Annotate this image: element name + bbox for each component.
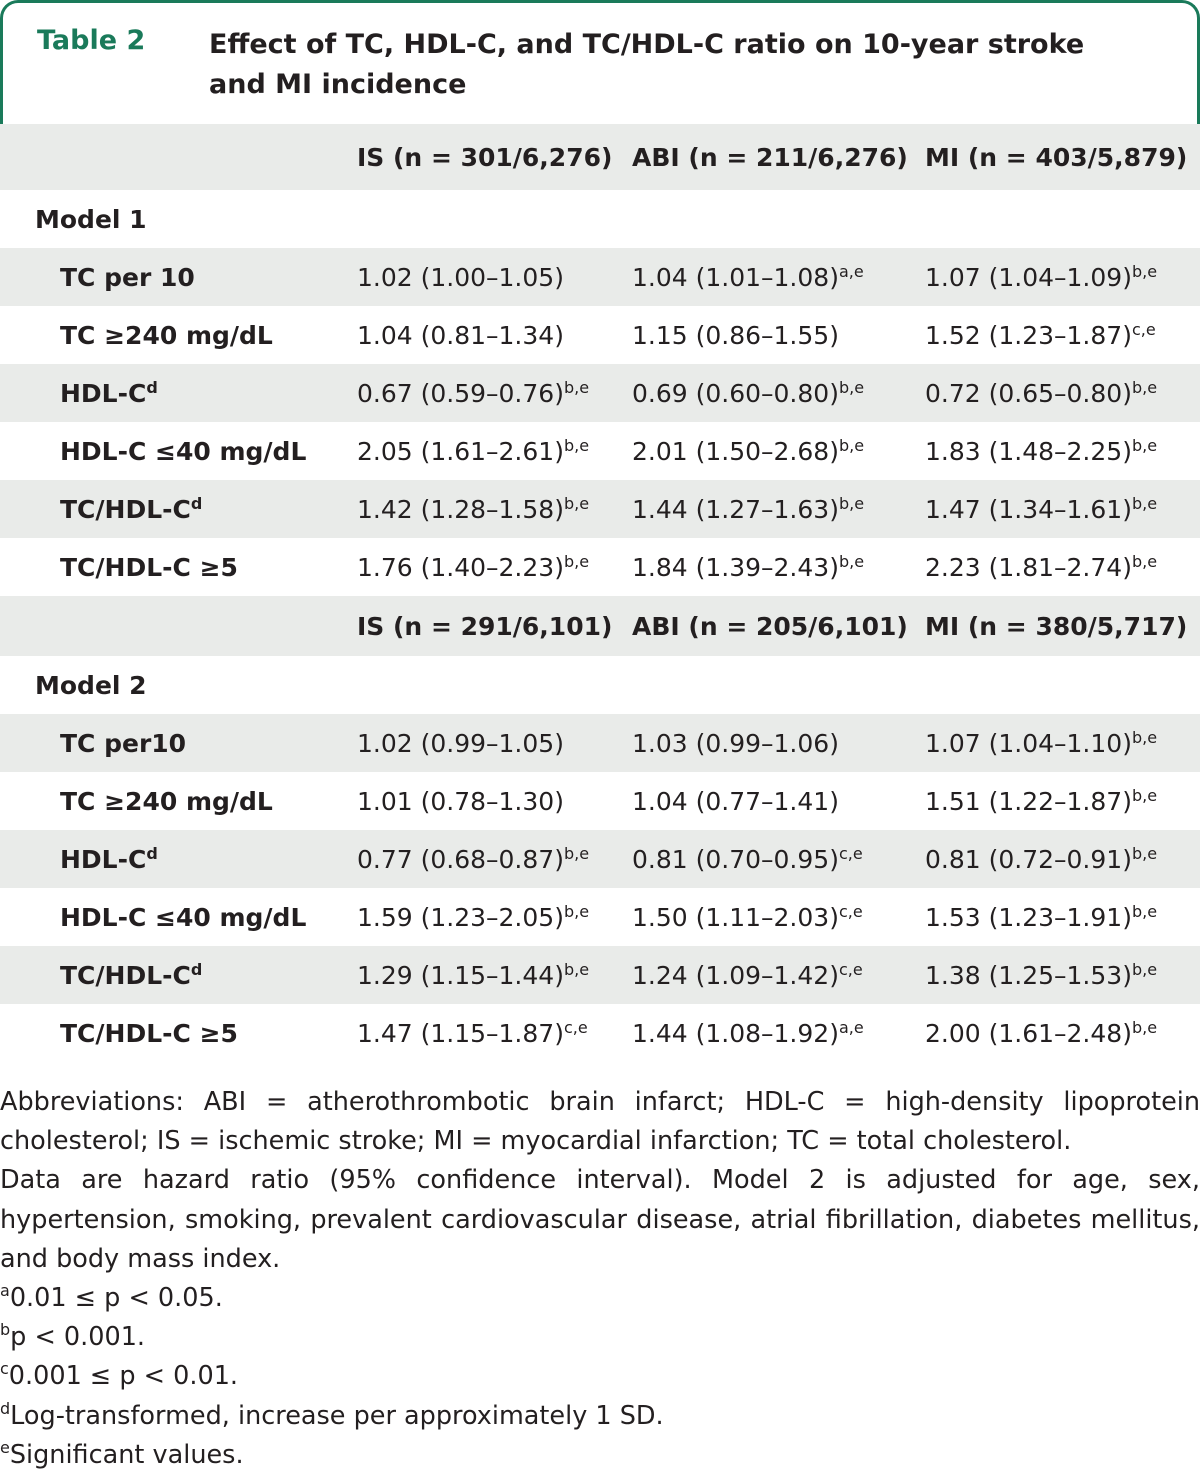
mi-value-footnote-mark: b,e — [1131, 493, 1158, 513]
abi-value-cell — [632, 946, 925, 1004]
row-label-cell — [0, 364, 357, 422]
mi-value-footnote-mark: c,e — [1131, 319, 1156, 339]
model-row — [0, 656, 1200, 714]
row-label-cell — [0, 306, 357, 364]
row-label-cell — [0, 830, 357, 888]
mi-value-footnote-mark: b,e — [1131, 551, 1158, 571]
row-label: TC/HDL-C ≥5 — [60, 552, 238, 582]
column-header: MI (n = 380/5,717) — [925, 596, 1200, 656]
abi-value: 2.01 (1.50–2.68) — [632, 436, 839, 466]
is-value-cell — [357, 772, 632, 830]
is-value-cell — [357, 480, 632, 538]
table-notes — [0, 1083, 1200, 1475]
is-value: 1.47 (1.15–1.87) — [357, 1018, 564, 1048]
mi-value: 1.83 (1.48–2.25) — [925, 436, 1132, 466]
row-label-cell — [0, 946, 357, 1004]
abi-value-cell — [632, 714, 925, 772]
empty-cell — [632, 656, 925, 714]
footnote-text: Log-transformed, increase per approximately 1 SD. — [10, 1400, 664, 1431]
footnote-text: 0.01 ≤ p < 0.05. — [9, 1283, 223, 1314]
column-header: ABI (n = 205/6,101) — [632, 596, 925, 656]
abi-value-footnote-mark: c,e — [838, 959, 863, 979]
row-label-footnote-mark: d — [146, 377, 158, 397]
empty-cell — [925, 190, 1200, 248]
abi-value-cell — [632, 772, 925, 830]
row-label-cell — [0, 772, 357, 830]
abi-value-cell — [632, 1004, 925, 1062]
table-row — [0, 422, 1200, 480]
abi-value: 0.69 (0.60–0.80) — [632, 378, 839, 408]
mi-value-footnote-mark: b,e — [1131, 959, 1158, 979]
abi-value-footnote-mark: a,e — [838, 1017, 864, 1037]
row-label-cell — [0, 422, 357, 480]
table-row — [0, 364, 1200, 422]
abi-value-footnote-mark: b,e — [838, 377, 865, 397]
footnote — [0, 1318, 1200, 1357]
mi-value: 1.47 (1.34–1.61) — [925, 494, 1132, 524]
is-value: 2.05 (1.61–2.61) — [357, 436, 564, 466]
mi-value: 0.72 (0.65–0.80) — [925, 378, 1132, 408]
abi-value-cell — [632, 306, 925, 364]
table-label: Table 2 — [37, 25, 146, 56]
results-table-body — [0, 124, 1200, 1062]
mi-value: 1.38 (1.25–1.53) — [925, 960, 1132, 990]
is-value: 0.67 (0.59–0.76) — [357, 378, 564, 408]
abi-value-cell — [632, 830, 925, 888]
model-name: Model 2 — [0, 656, 357, 714]
table-row — [0, 830, 1200, 888]
footnote-text: p < 0.001. — [10, 1322, 146, 1353]
mi-value-cell — [925, 714, 1200, 772]
footnote-mark: d — [0, 1398, 11, 1418]
abi-value: 1.04 (1.01–1.08) — [632, 262, 839, 292]
abi-value-cell — [632, 364, 925, 422]
is-value: 1.59 (1.23–2.05) — [357, 902, 564, 932]
is-value-cell — [357, 946, 632, 1004]
row-label-cell — [0, 888, 357, 946]
is-value-footnote-mark: b,e — [563, 843, 590, 863]
abi-value-footnote-mark: b,e — [838, 551, 865, 571]
column-header-row — [0, 596, 1200, 656]
mi-value-cell — [925, 306, 1200, 364]
mi-value: 1.52 (1.23–1.87) — [925, 320, 1132, 350]
mi-value-cell — [925, 772, 1200, 830]
abi-value-cell — [632, 480, 925, 538]
abi-value: 1.44 (1.27–1.63) — [632, 494, 839, 524]
footnote-mark: b — [0, 1320, 11, 1340]
footnote-text: 0.001 ≤ p < 0.01. — [8, 1361, 239, 1392]
row-label: TC per10 — [60, 728, 187, 758]
footnote-mark: a — [0, 1281, 10, 1301]
mi-value-cell — [925, 538, 1200, 596]
mi-value-cell — [925, 480, 1200, 538]
table-row — [0, 888, 1200, 946]
is-value-cell — [357, 830, 632, 888]
abi-value: 0.81 (0.70–0.95) — [632, 844, 839, 874]
mi-value-footnote-mark: b,e — [1131, 261, 1158, 281]
row-label-footnote-mark: d — [190, 493, 203, 513]
mi-value-cell — [925, 888, 1200, 946]
empty-cell — [357, 656, 632, 714]
is-value: 1.04 (0.81–1.34) — [357, 320, 564, 350]
mi-value-cell — [925, 364, 1200, 422]
is-value-footnote-mark: b,e — [563, 959, 590, 979]
table-title: Effect of TC, HDL-C, and TC/HDL-C ratio on 10-year stroke and MI incidence — [209, 29, 1085, 100]
is-value-footnote-mark: b,e — [563, 377, 590, 397]
is-value: 1.02 (1.00–1.05) — [357, 262, 564, 292]
is-value-cell — [357, 1004, 632, 1062]
is-value: 0.77 (0.68–0.87) — [357, 844, 564, 874]
footnote-text: Significant values. — [9, 1439, 244, 1470]
row-label-cell — [0, 480, 357, 538]
mi-value-footnote-mark: b,e — [1131, 435, 1158, 455]
data-note: Data are hazard ratio (95% confidence interval). Model 2 is adjusted for age, sex, hypertension, smoking, prevalent cardiovascular disease, atrial fibrillation, diabetes mellitus, and body mass index. — [0, 1165, 1200, 1274]
row-label: HDL-C — [60, 844, 147, 874]
abi-value: 1.15 (0.86–1.55) — [632, 320, 839, 350]
row-label: HDL-C ≤40 mg/dL — [60, 436, 307, 466]
abi-value-cell — [632, 422, 925, 480]
is-value-footnote-mark: b,e — [563, 551, 590, 571]
is-value-cell — [357, 248, 632, 306]
footnote — [0, 1436, 1200, 1475]
row-label: TC/HDL-C — [60, 494, 191, 524]
abi-value-footnote-mark: c,e — [838, 843, 863, 863]
is-value-cell — [357, 714, 632, 772]
row-label: TC ≥240 mg/dL — [60, 320, 273, 350]
abi-value: 1.03 (0.99–1.06) — [632, 728, 839, 758]
abi-value: 1.44 (1.08–1.92) — [632, 1018, 839, 1048]
footnote-mark: c — [0, 1359, 9, 1379]
is-value-cell — [357, 422, 632, 480]
table-header — [0, 0, 1200, 124]
mi-value-cell — [925, 830, 1200, 888]
is-value: 1.42 (1.28–1.58) — [357, 494, 564, 524]
mi-value-footnote-mark: b,e — [1131, 843, 1158, 863]
abi-value-cell — [632, 888, 925, 946]
column-header: MI (n = 403/5,879) — [925, 124, 1200, 190]
mi-value-cell — [925, 248, 1200, 306]
is-value-cell — [357, 306, 632, 364]
mi-value-footnote-mark: b,e — [1131, 785, 1158, 805]
row-label-footnote-mark: d — [146, 843, 158, 863]
row-label: HDL-C ≤40 mg/dL — [60, 902, 307, 932]
row-label-cell — [0, 1004, 357, 1062]
abi-value-cell — [632, 248, 925, 306]
row-label: TC per 10 — [60, 262, 195, 292]
footnote-mark: e — [0, 1437, 10, 1457]
column-header-row — [0, 124, 1200, 190]
table-row — [0, 946, 1200, 1004]
table-row — [0, 714, 1200, 772]
abi-value-cell — [632, 538, 925, 596]
mi-value-footnote-mark: b,e — [1131, 901, 1158, 921]
model-name: Model 1 — [0, 190, 357, 248]
row-label: HDL-C — [60, 378, 147, 408]
abi-value-footnote-mark: b,e — [838, 493, 865, 513]
empty-cell — [925, 656, 1200, 714]
row-label: TC/HDL-C — [60, 960, 191, 990]
column-header: IS (n = 291/6,101) — [357, 596, 632, 656]
is-value: 1.29 (1.15–1.44) — [357, 960, 564, 990]
mi-value: 0.81 (0.72–0.91) — [925, 844, 1132, 874]
is-value: 1.02 (0.99–1.05) — [357, 728, 564, 758]
abi-value: 1.84 (1.39–2.43) — [632, 552, 839, 582]
header-blank-cell — [0, 596, 357, 656]
mi-value: 1.51 (1.22–1.87) — [925, 786, 1132, 816]
table-row — [0, 772, 1200, 830]
abi-value-footnote-mark: c,e — [838, 901, 863, 921]
row-label-cell — [0, 538, 357, 596]
table-row — [0, 248, 1200, 306]
abi-value: 1.50 (1.11–2.03) — [632, 902, 839, 932]
header-blank-cell — [0, 124, 357, 190]
table-row — [0, 480, 1200, 538]
footnote — [0, 1279, 1200, 1318]
model-row — [0, 190, 1200, 248]
mi-value-cell — [925, 422, 1200, 480]
empty-cell — [357, 190, 632, 248]
table-row — [0, 1004, 1200, 1062]
table-row — [0, 538, 1200, 596]
abi-value-footnote-mark: b,e — [838, 435, 865, 455]
row-label-cell — [0, 714, 357, 772]
row-label-cell — [0, 248, 357, 306]
footnote — [0, 1357, 1200, 1396]
abi-value-footnote-mark: a,e — [838, 261, 864, 281]
mi-value: 1.53 (1.23–1.91) — [925, 902, 1132, 932]
mi-value-cell — [925, 946, 1200, 1004]
is-value: 1.76 (1.40–2.23) — [357, 552, 564, 582]
is-value-footnote-mark: b,e — [563, 435, 590, 455]
row-label: TC/HDL-C ≥5 — [60, 1018, 238, 1048]
mi-value: 1.07 (1.04–1.09) — [925, 262, 1132, 292]
mi-value: 2.00 (1.61–2.48) — [925, 1018, 1132, 1048]
is-value-cell — [357, 364, 632, 422]
results-table — [0, 124, 1200, 1062]
is-value-footnote-mark: b,e — [563, 901, 590, 921]
is-value-cell — [357, 538, 632, 596]
abbreviations-note: Abbreviations: ABI = atherothrombotic brain infarct; HDL-C = high-density lipoprotein cholesterol; IS = ischemic stroke; MI = myocardial infarction; TC = total cholesterol. — [0, 1087, 1200, 1157]
mi-value: 1.07 (1.04–1.10) — [925, 728, 1132, 758]
mi-value-footnote-mark: b,e — [1131, 377, 1158, 397]
is-value-footnote-mark: c,e — [563, 1017, 588, 1037]
is-value-cell — [357, 888, 632, 946]
row-label-footnote-mark: d — [190, 959, 203, 979]
footnote-list — [0, 1279, 1200, 1475]
row-label: TC ≥240 mg/dL — [60, 786, 273, 816]
abi-value: 1.24 (1.09–1.42) — [632, 960, 839, 990]
mi-value: 2.23 (1.81–2.74) — [925, 552, 1132, 582]
column-header: ABI (n = 211/6,276) — [632, 124, 925, 190]
empty-cell — [632, 190, 925, 248]
footnote — [0, 1397, 1200, 1436]
mi-value-cell — [925, 1004, 1200, 1062]
abi-value: 1.04 (0.77–1.41) — [632, 786, 839, 816]
mi-value-footnote-mark: b,e — [1131, 727, 1158, 747]
mi-value-footnote-mark: b,e — [1131, 1017, 1158, 1037]
is-value: 1.01 (0.78–1.30) — [357, 786, 564, 816]
table-row — [0, 306, 1200, 364]
column-header: IS (n = 301/6,276) — [357, 124, 632, 190]
is-value-footnote-mark: b,e — [563, 493, 590, 513]
